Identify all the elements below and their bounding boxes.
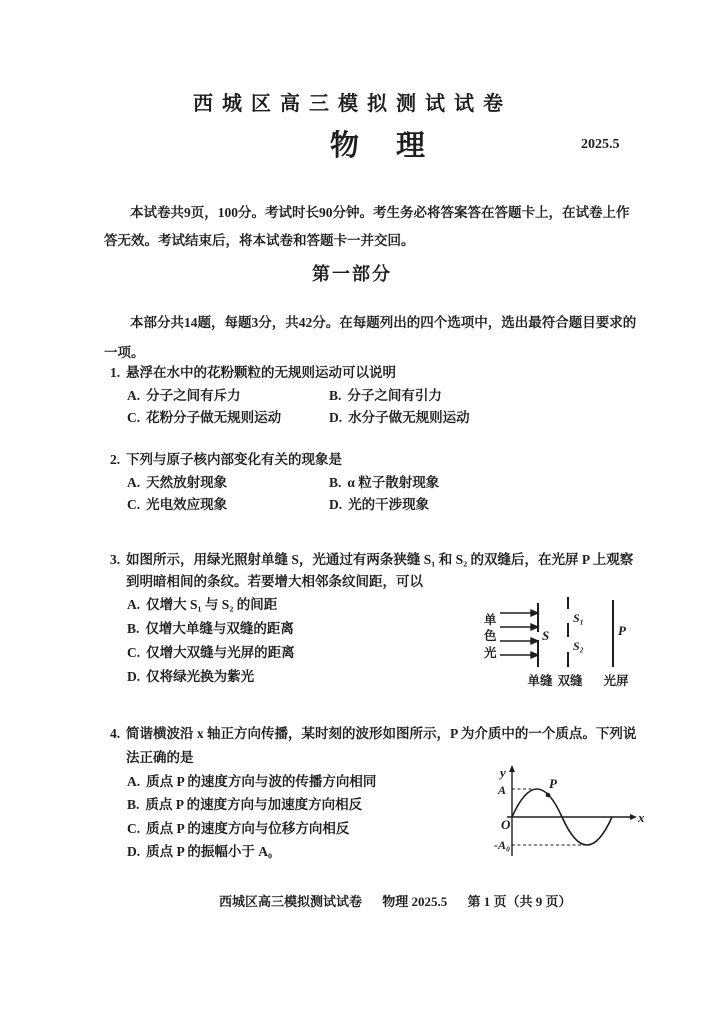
slit-s2-label: S₂	[573, 639, 584, 653]
option-text: 光电效应现象	[146, 497, 228, 512]
caption-screen: 光屏	[603, 674, 629, 688]
question-number: 4.	[110, 726, 121, 741]
double-slit-figure	[475, 590, 645, 692]
option-text: 仅增大单缝与双缝的距离	[145, 621, 294, 636]
origin-label: O	[501, 817, 511, 832]
option-d	[329, 410, 470, 426]
option-b	[329, 388, 470, 404]
option-text: 仅增大双缝与光屏的距离	[146, 645, 295, 660]
question-stem: 下列与原子核内部变化有关的现象是	[126, 452, 342, 467]
question-stem: 悬浮在水中的花粉颗粒的无规则运动可以说明	[126, 365, 396, 380]
option-label: A.	[127, 774, 141, 789]
question-stem-line-1: 如图所示，用绿光照射单缝 S，光通过有两条狭缝 S₁ 和 S₂ 的双缝后，在光屏 P 上观察	[126, 552, 634, 567]
slit-s1-label: S₁	[573, 611, 584, 625]
question-number: 1.	[110, 365, 121, 380]
option-label: B.	[127, 797, 140, 813]
option-text: 光的干涉现象	[348, 497, 430, 512]
option-label: D.	[127, 844, 141, 860]
option-text: 质点 P 的振幅小于 A₀	[146, 844, 273, 860]
section-intro-line-1: 本部分共14题，每题3分，共42分。在每题列出的四个选项中，选出最符合题目要求的	[130, 315, 637, 330]
section-intro-line-2: 一项。	[104, 345, 145, 360]
incident-light-char-1: 单	[484, 613, 497, 627]
option-c	[127, 497, 329, 513]
option-label: B.	[127, 621, 140, 636]
particle-p-label: P	[549, 776, 557, 791]
section-title: 第一部分	[312, 264, 392, 284]
option-text: α 粒子散射现象	[347, 475, 440, 490]
incident-light-char-3: 光	[484, 646, 497, 660]
option-label: C.	[127, 820, 141, 836]
question-stem-line-2: 到明暗相间的条纹。若要增大相邻条纹间距，可以	[126, 574, 423, 589]
section-intro	[104, 308, 636, 368]
footer-paper-name: 西城区高三模拟测试试卷	[219, 894, 363, 909]
option-label: C.	[127, 410, 141, 425]
option-text: 花粉分子做无规则运动	[146, 410, 282, 425]
x-axis-arrow-icon	[630, 814, 637, 820]
option-label: B.	[329, 475, 342, 490]
option-label: D.	[329, 497, 343, 512]
option-label: D.	[127, 669, 141, 684]
y-axis-arrow-icon	[509, 765, 515, 772]
option-a	[127, 388, 329, 404]
option-label: D.	[329, 410, 343, 425]
option-label: A.	[127, 597, 141, 612]
page-footer	[219, 891, 572, 910]
option-label: A.	[127, 388, 141, 403]
wave-figure	[494, 762, 646, 862]
x-axis-label: x	[638, 810, 645, 825]
y-axis-label: y	[500, 765, 506, 780]
footer-subject-date: 物理 2025.5	[382, 894, 448, 909]
caption-double-slit: 双缝	[557, 674, 583, 688]
question-2	[110, 451, 439, 513]
option-label: C.	[127, 497, 141, 512]
paper-title: 西 城 区 高 三 模 拟 测 试 试 卷	[193, 93, 505, 115]
option-text: 质点 P 的速度方向与波的传播方向相同	[146, 774, 377, 789]
option-b	[329, 475, 439, 491]
notice-line-2: 答无效。考试结束后，将本试卷和答题卡一并交回。	[104, 233, 415, 248]
footer-page-info: 第 1 页（共 9 页）	[467, 894, 572, 909]
caption-single-slit: 单缝	[527, 674, 553, 688]
option-text: 仅增大 S₁ 与 S₂ 的间距	[146, 597, 278, 612]
question-1	[110, 364, 470, 426]
option-c	[127, 410, 329, 426]
question-stem-line-2: 法正确的是	[126, 750, 194, 765]
amplitude-top-label: A	[498, 783, 507, 797]
option-text: 质点 P 的速度方向与位移方向相反	[146, 820, 350, 836]
amplitude-bottom-label: -A₀	[494, 838, 511, 852]
option-label: A.	[127, 475, 141, 490]
exam-date: 2025.5	[581, 137, 620, 152]
incident-light-char-2: 色	[484, 629, 497, 643]
option-d	[329, 497, 439, 513]
light-ray-arrows	[500, 610, 538, 658]
option-a	[127, 475, 329, 491]
question-number: 2.	[110, 452, 121, 467]
slit-s-label: S	[542, 628, 550, 643]
question-stem-line-1: 简谐横波沿 x 轴正方向传播，某时刻的波形如图所示，P 为介质中的一个质点。下列说	[126, 726, 637, 741]
screen-p-label: P	[618, 623, 626, 638]
option-text: 水分子做无规则运动	[348, 410, 470, 425]
question-number: 3.	[110, 552, 121, 567]
option-label: C.	[127, 645, 141, 660]
exam-notice	[104, 199, 630, 255]
option-text: 分子之间有引力	[347, 388, 442, 403]
option-text: 质点 P 的速度方向与加速度方向相反	[145, 797, 363, 813]
option-label: B.	[329, 388, 342, 403]
option-text: 天然放射现象	[146, 475, 228, 490]
notice-line-1: 本试卷共9页，100分。考试时长90分钟。考生务必将答案答在答题卡上，在试卷上作	[130, 205, 630, 220]
subject-title: 物 理	[330, 130, 430, 162]
option-text: 仅将绿光换为紫光	[146, 669, 255, 684]
particle-p-dot	[546, 793, 551, 798]
option-text: 分子之间有斥力	[146, 388, 241, 403]
